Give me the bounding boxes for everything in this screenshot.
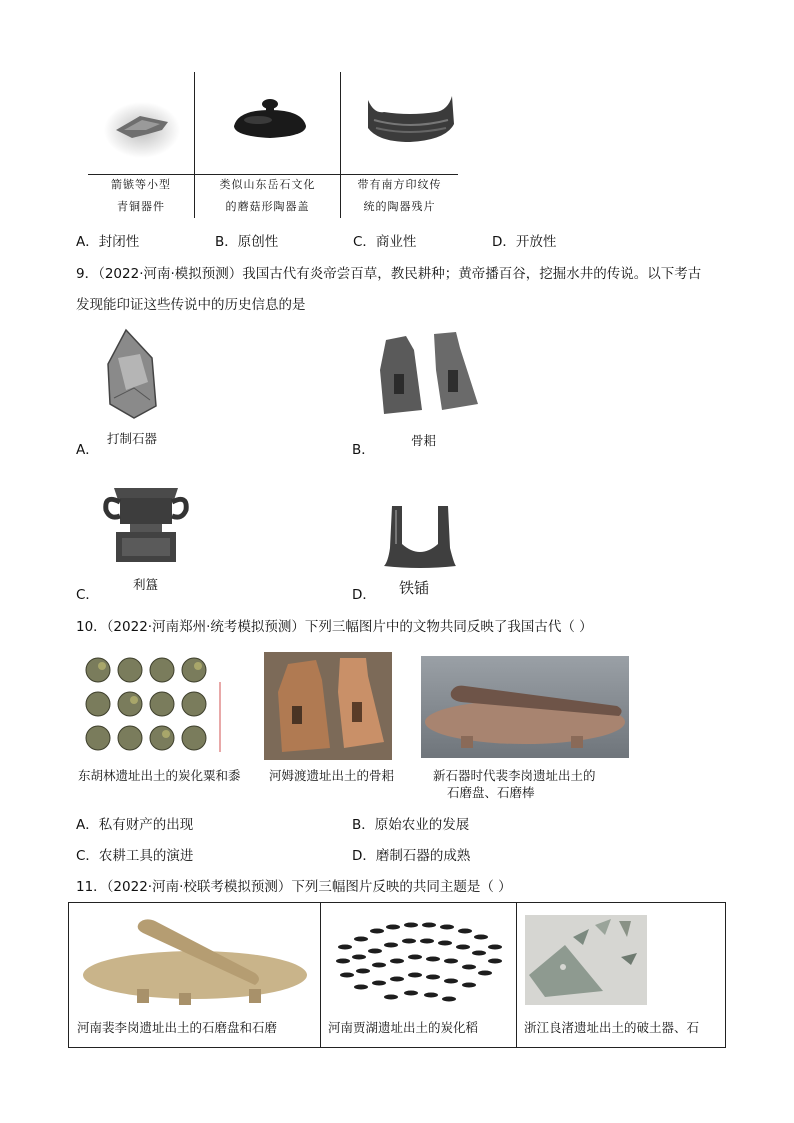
q8-option-c[interactable]: C．商业性 [353, 234, 417, 250]
q9-caption-c: 利簋 [133, 577, 159, 592]
q9-caption-b: 骨耜 [411, 433, 437, 448]
q8-option-a[interactable]: A．封闭性 [76, 234, 140, 250]
q11-table-divider-1 [320, 903, 321, 1047]
stamped-pottery-shard-image [364, 94, 456, 146]
q8-caption-3-line2: 统的陶器残片 [363, 200, 436, 213]
q9-option-d-letter[interactable]: D． [352, 587, 376, 603]
q10-caption-1: 东胡林遗址出土的炭化粟和黍 [78, 768, 241, 783]
q10-caption-3-line1: 新石器时代裴李岗遗址出土的 [433, 768, 596, 783]
q10-caption-3-line2: 石磨盘、石磨棒 [447, 785, 535, 800]
q8-caption-3-line1: 带有南方印纹传 [357, 178, 442, 191]
q11-caption-1: 河南裴李岗遗址出土的石磨盘和石磨 [77, 1020, 278, 1035]
q9-caption-a: 打制石器 [107, 431, 158, 446]
q11-image-table [68, 902, 726, 1048]
q8-caption-1-line1: 箭镞等小型 [111, 178, 171, 191]
q10-option-b[interactable]: B．原始农业的发展 [352, 817, 470, 833]
q10-caption-2: 河姆渡遗址出土的骨耜 [269, 768, 395, 783]
q9-stem-line2: 发现能印证这些传说中的历史信息的是 [76, 297, 306, 313]
q9-option-a-letter[interactable]: A． [76, 442, 99, 458]
q11-caption-2: 河南贾湖遗址出土的炭化稻 [328, 1020, 479, 1035]
mushroom-pottery-lid-image [228, 98, 312, 142]
liangzhu-stone-tools-photo [525, 915, 647, 1005]
q10-stem: 10．（2022·河南郑州·统考模拟预测）下列三幅图片中的文物共同反映了我国古代（ ） [76, 619, 593, 635]
li-gui-bronze-vessel-image [100, 480, 192, 566]
q8-option-b[interactable]: B．原创性 [215, 234, 279, 250]
q11-table-divider-2 [516, 903, 517, 1047]
q9-option-c-letter[interactable]: C． [76, 587, 99, 603]
hemudu-bone-spade-photo [264, 652, 392, 760]
q9-stem-line1: 9．（2022·河南·模拟预测）我国古代有炎帝尝百草，教民耕种；黄帝播百谷，挖掘水井的传说。以下考古 [76, 266, 702, 282]
peiligang-grinding-stone-photo [421, 656, 629, 758]
q8-figure-grid [88, 72, 458, 218]
q8-caption-1-line2: 青铜器件 [117, 200, 165, 213]
q8-option-d[interactable]: D．开放性 [492, 234, 557, 250]
q8-caption-2-line1: 类似山东岳石文化 [219, 178, 316, 191]
q9-caption-d: 铁锸 [399, 579, 430, 597]
bronze-arrowhead-image [102, 100, 182, 160]
q9-option-b-letter[interactable]: B． [352, 442, 375, 458]
iron-spade-image [382, 504, 458, 570]
bone-spade-image [376, 330, 482, 420]
q10-option-c[interactable]: C．农耕工具的演进 [76, 848, 194, 864]
q10-option-a[interactable]: A．私有财产的出现 [76, 817, 194, 833]
q8-caption-2-line2: 的蘑菇形陶器盖 [225, 200, 310, 213]
q11-stem: 11．（2022·河南·校联考模拟预测）下列三幅图片反映的共同主题是（ ） [76, 879, 512, 895]
q11-caption-3: 浙江良渚遗址出土的破土器、石 [524, 1020, 700, 1035]
carbonized-rice-image [331, 917, 507, 1005]
q10-option-d[interactable]: D．磨制石器的成熟 [352, 848, 471, 864]
grinding-slab-and-roller-image [79, 915, 307, 1007]
chipped-stone-tool-image [104, 328, 160, 420]
carbonized-millet-image [80, 652, 230, 760]
